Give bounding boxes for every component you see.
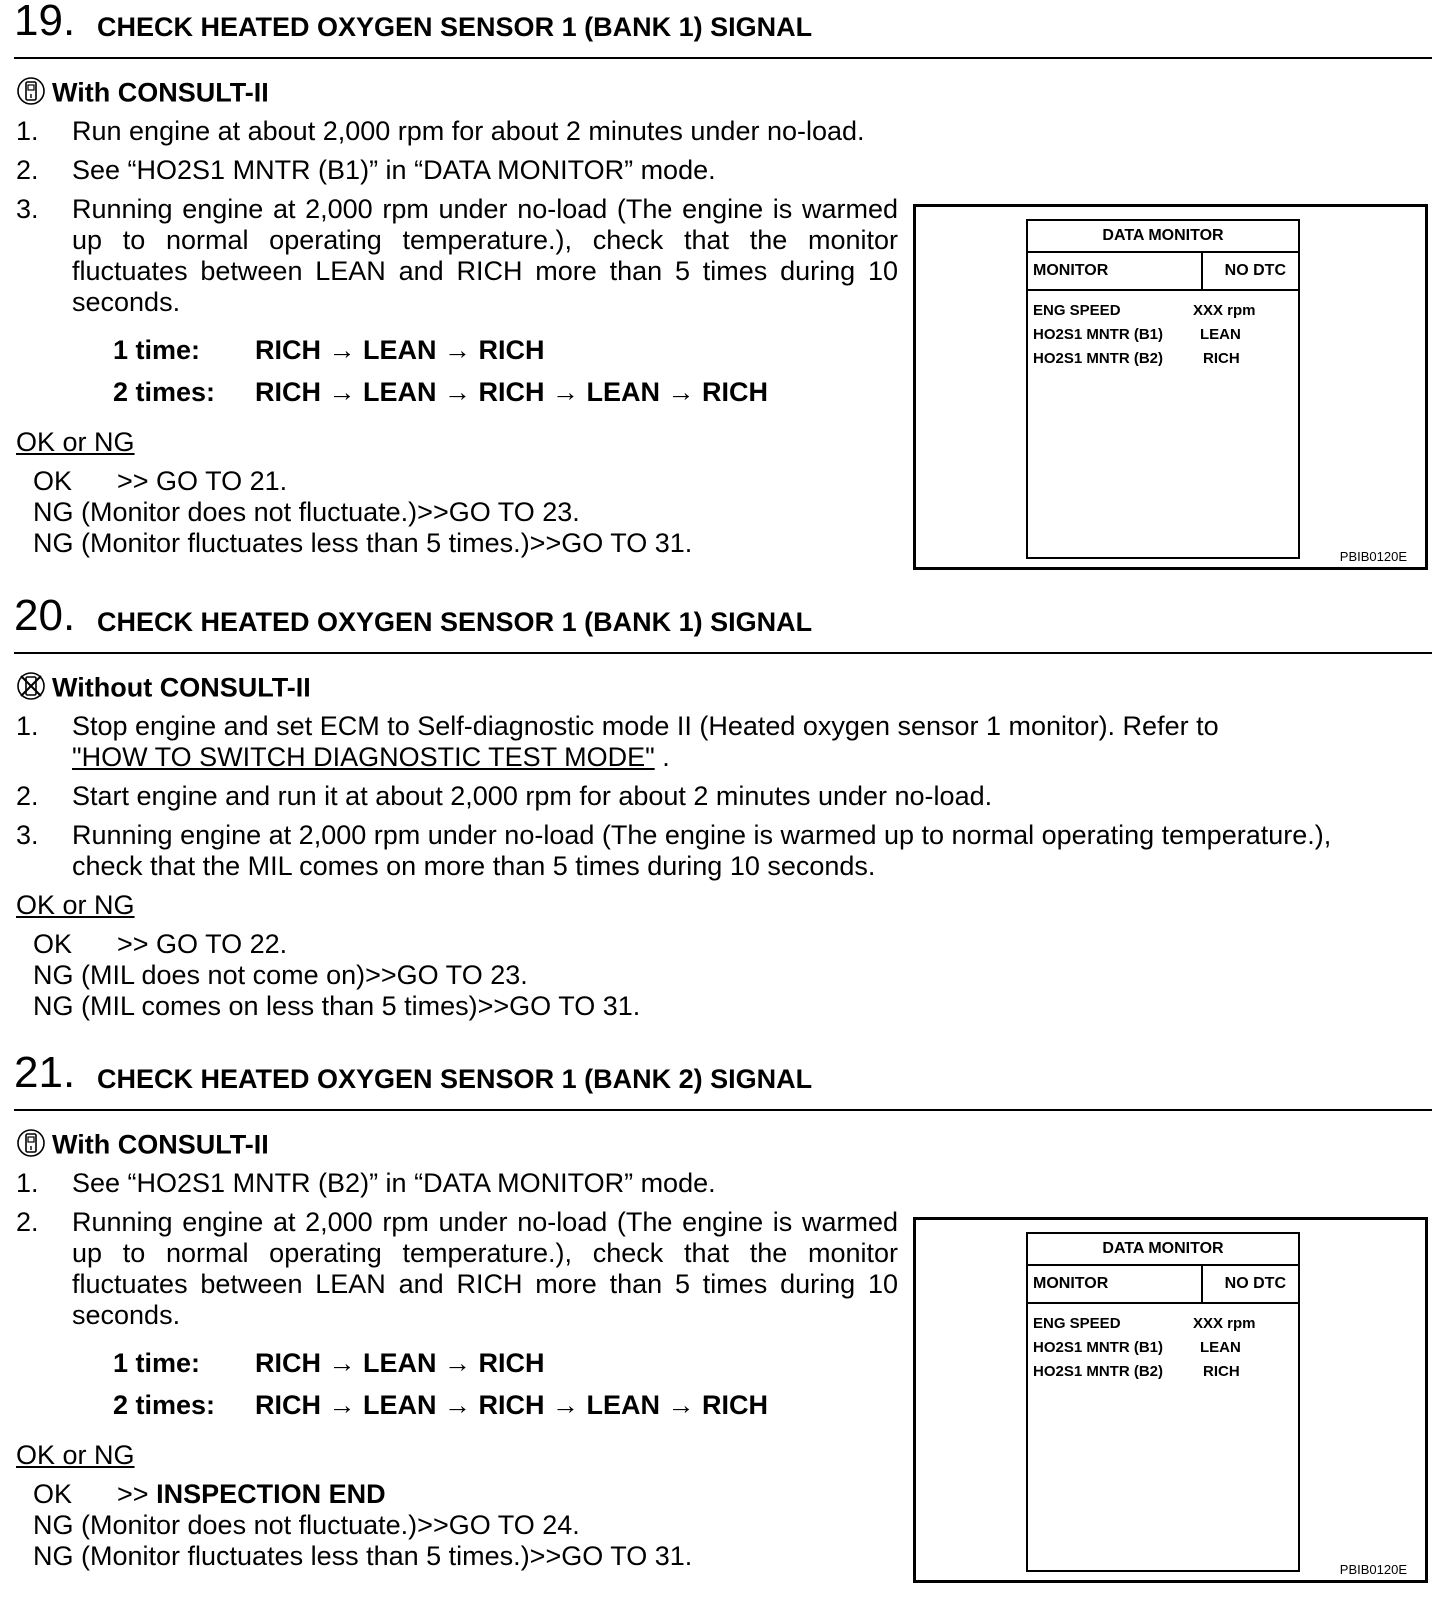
list-item-continued: check that the MIL comes on more than 5 times during 10 seconds. (72, 851, 876, 881)
result-ng: NG (Monitor does not fluctuate.)>>GO TO 24. (33, 1510, 580, 1540)
monitor-row (1033, 299, 1283, 323)
list-item: Start engine and run it at about 2,000 rpm for about 2 minutes under no-load. (72, 781, 993, 811)
sequence-label: 2 times: (113, 1390, 216, 1420)
data-monitor-figure (913, 204, 1428, 570)
monitor-item: HO2S1 MNTR (B2) (1033, 350, 1164, 367)
consult-badge (16, 1128, 269, 1165)
list-item: Running engine at 2,000 rpm under no-load (The engine is warmed up to normal operating temperature.), check that the monitor fluctuates between LEAN and RICH more than 5 times during 10 seconds. (72, 194, 898, 317)
list-number: 1. (16, 1168, 39, 1198)
consult-badge (16, 76, 269, 113)
monitor-header: DATA MONITOR (1028, 221, 1298, 253)
sequence-label: 2 times: (113, 377, 216, 407)
result-ok: OK >> GO TO 22. (33, 929, 288, 959)
list-number: 2. (16, 1207, 39, 1237)
figure-code: PBIB0120E (1339, 1562, 1407, 1577)
result-ok-prefix: OK >> (33, 1479, 157, 1509)
step-title: CHECK HEATED OXYGEN SENSOR 1 (BANK 1) SIGNAL (97, 607, 813, 637)
figure-code: PBIB0120E (1339, 549, 1407, 564)
section-divider (14, 652, 1432, 654)
inspection-end-label: INSPECTION END (156, 1479, 386, 1509)
ok-or-ng-heading: OK or NG (16, 1440, 135, 1470)
list-number: 3. (16, 820, 39, 850)
badge-label: Without CONSULT-II (52, 672, 311, 703)
step-number: 20. (14, 591, 76, 640)
list-number: 1. (16, 116, 39, 146)
no-consult-badge (16, 671, 311, 708)
sequence-1 (113, 1348, 545, 1379)
monitor-item: ENG SPEED (1033, 1315, 1121, 1332)
result-ng: NG (Monitor fluctuates less than 5 times.)>>GO TO 31. (33, 528, 693, 558)
monitor-value: XXX rpm (1193, 302, 1256, 319)
monitor-value: RICH (1203, 1363, 1240, 1380)
monitor-item: HO2S1 MNTR (B1) (1033, 326, 1164, 343)
monitor-value: XXX rpm (1193, 1315, 1256, 1332)
list-item: Running engine at 2,000 rpm under no-load (The engine is warmed up to normal operating temperature.), (72, 820, 1332, 850)
list-number: 1. (16, 711, 39, 741)
sequence-value: RICH → LEAN → RICH → LEAN → RICH (255, 377, 768, 407)
list-item-continued (72, 742, 670, 773)
data-monitor-screen (1026, 219, 1300, 559)
monitor-value: LEAN (1200, 1339, 1241, 1356)
result-ng: NG (MIL comes on less than 5 times)>>GO TO 31. (33, 991, 641, 1021)
monitor-value: RICH (1203, 350, 1240, 367)
result-ng: NG (Monitor does not fluctuate.)>>GO TO 23. (33, 497, 580, 527)
diagnostic-mode-link[interactable]: "HOW TO SWITCH DIAGNOSTIC TEST MODE" (72, 742, 655, 772)
monitor-subheader (1028, 1266, 1298, 1304)
monitor-row (1033, 1360, 1283, 1384)
list-item: See “HO2S1 MNTR (B2)” in “DATA MONITOR” mode. (72, 1168, 716, 1198)
sequence-value: RICH → LEAN → RICH (255, 1348, 545, 1378)
consult-tool-icon (16, 1128, 46, 1165)
monitor-header: DATA MONITOR (1028, 1234, 1298, 1266)
section-divider (14, 57, 1432, 59)
step-title: CHECK HEATED OXYGEN SENSOR 1 (BANK 1) SIGNAL (97, 12, 813, 42)
data-monitor-figure (913, 1217, 1428, 1583)
list-number: 3. (16, 194, 39, 224)
badge-label: With CONSULT-II (52, 1129, 269, 1160)
result-ng: NG (Monitor fluctuates less than 5 times.)>>GO TO 31. (33, 1541, 693, 1571)
list-number: 2. (16, 155, 39, 185)
column-divider (1201, 1266, 1203, 1302)
step-title: CHECK HEATED OXYGEN SENSOR 1 (BANK 2) SIGNAL (97, 1064, 813, 1094)
monitor-rows (1033, 1312, 1283, 1384)
step-number: 21. (14, 1048, 76, 1097)
list-item: Running engine at 2,000 rpm under no-load (The engine is warmed up to normal operating temperature.), check that the monitor fluctuates between LEAN and RICH more than 5 times during 10 seconds. (72, 1207, 898, 1330)
monitor-row (1033, 323, 1283, 347)
step-number: 19. (14, 0, 76, 45)
monitor-item: HO2S1 MNTR (B1) (1033, 1339, 1164, 1356)
sequence-label: 1 time: (113, 1348, 201, 1378)
sequence-2 (113, 1390, 768, 1421)
dtc-status: NO DTC (1224, 262, 1286, 279)
monitor-column-label: MONITOR (1033, 262, 1109, 279)
result-ng: NG (MIL does not come on)>>GO TO 23. (33, 960, 528, 990)
result-ok: OK >> GO TO 21. (33, 466, 288, 496)
ok-or-ng-heading: OK or NG (16, 890, 135, 920)
sequence-value: RICH → LEAN → RICH (255, 335, 545, 365)
dtc-status: NO DTC (1224, 1275, 1286, 1292)
consult-tool-icon (16, 76, 46, 113)
monitor-column-label: MONITOR (1033, 1275, 1109, 1292)
link-suffix: . (654, 742, 670, 772)
monitor-value: LEAN (1200, 326, 1241, 343)
data-monitor-screen (1026, 1232, 1300, 1572)
sequence-1 (113, 335, 545, 366)
monitor-subheader (1028, 253, 1298, 291)
list-item: See “HO2S1 MNTR (B1)” in “DATA MONITOR” mode. (72, 155, 716, 185)
monitor-row (1033, 347, 1283, 371)
list-number: 2. (16, 781, 39, 811)
badge-label: With CONSULT-II (52, 77, 269, 108)
list-item: Run engine at about 2,000 rpm for about 2 minutes under no-load. (72, 116, 865, 146)
ok-or-ng-heading: OK or NG (16, 427, 135, 457)
sequence-2 (113, 377, 768, 408)
no-consult-tool-icon (16, 671, 46, 708)
column-divider (1201, 253, 1203, 289)
monitor-item: ENG SPEED (1033, 302, 1121, 319)
sequence-value: RICH → LEAN → RICH → LEAN → RICH (255, 1390, 768, 1420)
monitor-rows (1033, 299, 1283, 371)
sequence-label: 1 time: (113, 335, 201, 365)
monitor-item: HO2S1 MNTR (B2) (1033, 1363, 1164, 1380)
monitor-row (1033, 1336, 1283, 1360)
list-item: Stop engine and set ECM to Self-diagnostic mode II (Heated oxygen sensor 1 monitor). Refer to (72, 711, 1219, 741)
monitor-row (1033, 1312, 1283, 1336)
section-divider (14, 1109, 1432, 1111)
result-ok (33, 1479, 386, 1510)
